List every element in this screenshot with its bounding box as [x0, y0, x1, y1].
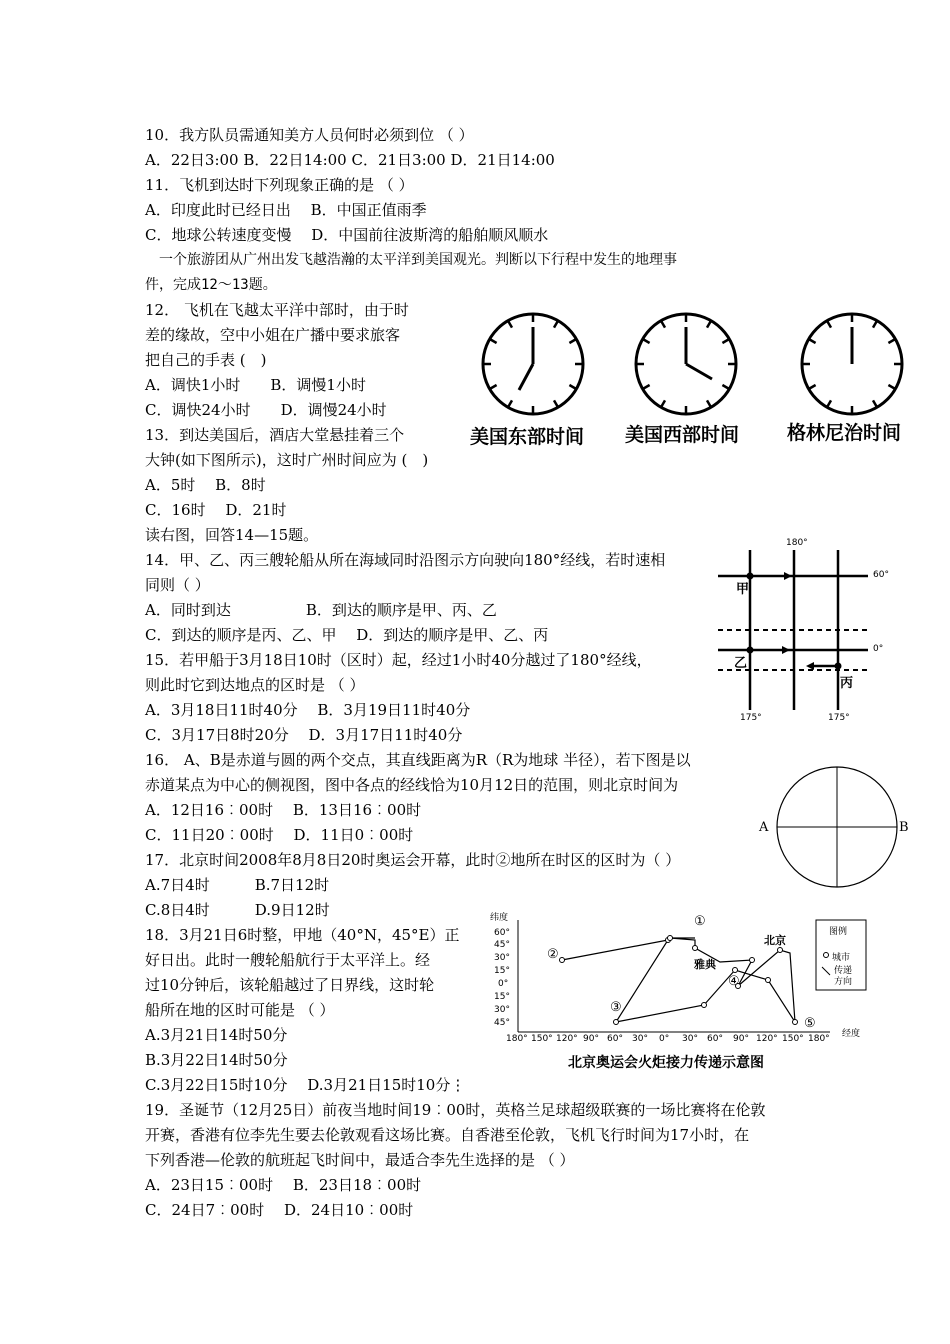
label-175-right: 175° [828, 713, 850, 723]
place-1: ① [694, 914, 706, 929]
label-60-lat: 60° [873, 570, 889, 580]
q14-stem-1: 14．甲、乙、丙三艘轮船从所在海域同时沿图示方向驶向180°经线，若时速相 [145, 551, 666, 569]
q12-options-cd: C．调快24小时 D．调慢24小时 [145, 401, 387, 419]
q13-stem-1: 13．到达美国后，酒店大堂悬挂着三个 [145, 426, 405, 444]
x-tick-30w: 30° [632, 1034, 648, 1044]
y-tick-60n: 60° [494, 928, 510, 938]
q17-stem: 17．北京时间2008年8月8日20时奥运会开幕，此时②地所在时区的区时为（ ） [145, 851, 681, 869]
legend-title: 图例 [829, 927, 848, 937]
q18-options-cd: C.3月22日15时10分 D.3月21日15时10分⋮ [145, 1076, 466, 1094]
q16-options-ab: A．12日16︰00时 B．13日16︰00时 [145, 801, 422, 819]
label-a: A [759, 820, 769, 835]
x-tick-60e: 60° [707, 1034, 723, 1044]
q18-stem-3: 过10分钟后，该轮船越过了日界线，这时轮 [145, 976, 435, 994]
q18-stem-4: 船所在地的区时可能是 （ ） [145, 1001, 335, 1019]
q15-stem-1: 15．若甲船于3月18日10时（区时）起，经过1小时40分越过了180°经线， [145, 651, 652, 669]
city-markers [560, 936, 798, 1025]
clock-faces [465, 308, 925, 418]
x-tick-60w: 60° [607, 1034, 623, 1044]
q13-options-ab: A．5时 B．8时 [145, 476, 266, 494]
clocks-figure [465, 308, 925, 453]
q14-options-cd: C．到达的顺序是丙、乙、甲 D．到达的顺序是甲、乙、丙 [145, 626, 549, 644]
clock-label-east: 美国东部时间 [470, 426, 585, 448]
clock-east [483, 314, 583, 414]
q17-options-ab: A.7日4时 B.7日12时 [145, 876, 330, 894]
q12-options-ab: A．调快1小时 B．调慢1小时 [145, 376, 366, 394]
q14-stem-2: 同则（ ） [145, 576, 210, 594]
clock-label-west: 美国西部时间 [625, 424, 740, 446]
q11-options-cd: C．地球公转速度变慢 D．中国前往波斯湾的船舶顺风顺水 [145, 226, 549, 244]
q19-stem-2: 开赛，香港有位李先生要去伦敦观看这场比赛。自香港至伦敦，飞机飞行时间为17小时，在 [145, 1126, 750, 1144]
y-tick-30s: 30° [494, 1005, 510, 1015]
intro-12-13-line1: 一个旅游团从广州出发飞越浩瀚的太平洋到美国观光。判断以下行程中发生的地理事 [145, 252, 677, 268]
y-tick-0: 0° [498, 979, 509, 989]
q15-stem-2: 则此时它到达地点的区时是 （ ） [145, 676, 365, 694]
q18-stem-2: 好日出。此时一艘轮船航行于太平洋上。经 [145, 951, 431, 969]
q19-stem-1: 19．圣诞节（12月25日）前夜当地时间19︰00时，英格兰足球超级联赛的一场比赛将在伦敦 [145, 1101, 766, 1119]
q18-stem-1: 18．3月21日6时整，甲地（40°N，45°E）正 [145, 926, 460, 944]
label-jia: 甲 [736, 582, 750, 597]
q10-stem: 10．我方队员需通知美方人员何时必须到位 （ ） [145, 126, 474, 144]
clock-label-greenwich: 格林尼治时间 [787, 422, 902, 444]
place-2: ② [547, 947, 559, 962]
intro-12-13-line2: 件，完成12～13题。 [145, 277, 277, 293]
y-tick-45n: 45° [494, 940, 510, 950]
y-tick-15s: 15° [494, 992, 510, 1002]
x-tick-30e: 30° [682, 1034, 698, 1044]
x-tick-120w: 120° [556, 1034, 578, 1044]
ship-bing-arrow [806, 662, 842, 670]
y-tick-15n: 15° [494, 966, 510, 976]
q11-options-ab: A．印度此时已经日出 B．中国正值雨季 [145, 201, 427, 219]
q18-option-b: B.3月22日14时50分 [145, 1051, 288, 1069]
label-bing: 丙 [840, 676, 854, 691]
place-athens: 雅典 [694, 958, 716, 971]
ships-grid-figure [718, 538, 898, 728]
q19-options-cd: C．24日7︰00时 D．24日10︰00时 [145, 1201, 414, 1219]
q12-stem-1: 12． 飞机在飞越太平洋中部时，由于时 [145, 301, 409, 319]
q18-option-a: A.3月21日14时50分 [145, 1026, 288, 1044]
label-180: 180° [786, 538, 808, 548]
intro-14-15: 读右图，回答14—15题。 [145, 526, 319, 544]
x-tick-120e: 120° [756, 1034, 778, 1044]
q17-options-cd: C.8日4时 D.9日12时 [145, 901, 330, 919]
q13-stem-2: 大钟(如下图所示)，这时广州时间应为 ( ) [145, 451, 429, 469]
label-b: B [899, 820, 909, 835]
label-0-lat: 0° [873, 644, 884, 654]
legend-city-marker [824, 953, 829, 958]
y-tick-30n: 30° [494, 953, 510, 963]
x-tick-0: 0° [659, 1034, 670, 1044]
q16-stem-1: 16． A、B是赤道与圆的两个交点，其直线距离为R（R为地球 半径），若下图是以 [145, 751, 691, 769]
x-tick-150e: 150° [782, 1034, 804, 1044]
ships-grid-drawing [718, 538, 898, 728]
q16-options-cd: C．11日20︰00时 D．11日0︰00时 [145, 826, 414, 844]
clock-greenwich [802, 314, 902, 414]
q11-stem: 11．飞机到达时下列现象正确的是 （ ） [145, 176, 414, 194]
torch-relay-figure [490, 910, 870, 1078]
x-axis-title: 经度 [842, 1029, 861, 1039]
legend-city: 城市 [832, 953, 851, 963]
place-beijing: 北京 [764, 934, 786, 947]
q16-stem-2: 赤道某点为中心的侧视图，图中各点的经线恰为10月12日的范围，则北京时间为 [145, 776, 679, 794]
q12-stem-3: 把自己的手表 ( ) [145, 351, 267, 369]
x-tick-90e: 90° [733, 1034, 749, 1044]
legend-arrow-marker [822, 967, 830, 975]
q12-stem-2: 差的缘故，空中小姐在广播中要求旅客 [145, 326, 401, 344]
place-4: ④ [728, 974, 740, 989]
q14-options-ab: A．同时到达 B．到达的顺序是甲、丙、乙 [145, 601, 497, 619]
q15-options-ab: A．3月18日11时40分 B．3月19日11时40分 [145, 701, 471, 719]
x-tick-180e: 180° [808, 1034, 830, 1044]
q19-options-ab: A．23日15︰00时 B．23日18︰00时 [145, 1176, 422, 1194]
relay-route [562, 938, 795, 1022]
x-tick-150w: 150° [531, 1034, 553, 1044]
y-axis-title: 纬度 [490, 913, 509, 923]
circle-drawing [755, 764, 915, 890]
y-tick-45s: 45° [494, 1018, 510, 1028]
label-175-left: 175° [740, 713, 762, 723]
q15-options-cd: C．3月17日8时20分 D．3月17日11时40分 [145, 726, 463, 744]
place-5: ⑤ [804, 1016, 816, 1031]
legend-direction: 传递方向 [834, 966, 853, 987]
clock-west [636, 314, 736, 414]
label-yi: 乙 [734, 656, 748, 671]
torch-map-caption: 北京奥运会火炬接力传递示意图 [568, 1055, 764, 1071]
x-tick-90w: 90° [583, 1034, 599, 1044]
place-3: ③ [610, 1000, 622, 1015]
x-tick-180w: 180° [506, 1034, 528, 1044]
q10-options: A．22日3:00 B．22日14:00 C．21日3:00 D．21日14:00 [145, 151, 555, 169]
q13-options-cd: C．16时 D．21时 [145, 501, 287, 519]
equator-circle-figure [755, 764, 915, 890]
q19-stem-3: 下列香港—伦敦的航班起飞时间中，最适合李先生选择的是 （ ） [145, 1151, 575, 1169]
